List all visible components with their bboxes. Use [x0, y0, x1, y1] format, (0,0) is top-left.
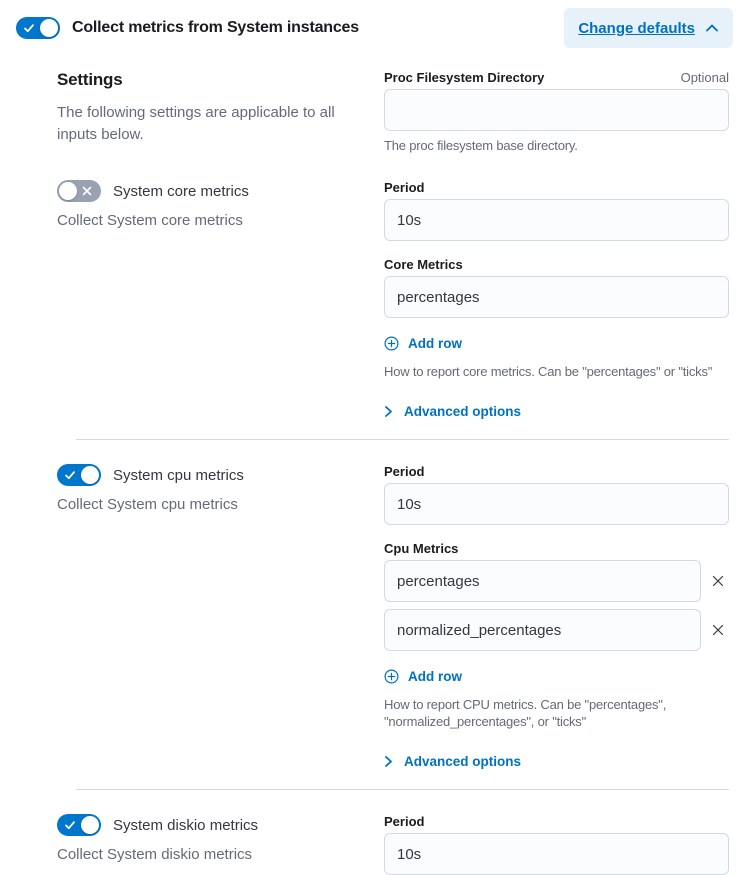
- diskio-metrics-section: [57, 814, 729, 875]
- chevron-right-icon: [384, 755, 393, 768]
- core-metrics-description: Collect System core metrics: [57, 212, 243, 229]
- check-icon: [64, 819, 76, 831]
- toggle-knob: [40, 19, 58, 37]
- cpu-metrics-toggle[interactable]: [57, 464, 101, 486]
- cpu-metrics-row-input[interactable]: [384, 560, 701, 602]
- diskio-metrics-toggle[interactable]: [57, 814, 101, 836]
- core-metrics-help: How to report core metrics. Can be "percentages" or "ticks": [384, 364, 713, 379]
- remove-row-button[interactable]: [707, 619, 729, 641]
- diskio-period-field-group: [384, 814, 729, 875]
- remove-row-button[interactable]: [707, 570, 729, 592]
- cpu-metrics-description: Collect System cpu metrics: [57, 496, 238, 513]
- plus-circle-icon: [384, 669, 399, 684]
- cpu-metrics-field-group: [384, 541, 729, 730]
- cpu-metrics-help: How to report CPU metrics. Can be "percentages", "normalized_percentages", or "ticks": [384, 697, 667, 729]
- settings-description: The following settings are applicable to all inputs below.: [57, 104, 335, 143]
- core-period-field-group: [384, 180, 729, 241]
- proc-filesystem-field-group: [384, 70, 729, 154]
- cpu-advanced-options-button[interactable]: [384, 754, 521, 769]
- cpu-add-row-button[interactable]: [384, 669, 462, 684]
- period-label: Period: [384, 464, 425, 479]
- core-metrics-title: System core metrics: [113, 182, 249, 200]
- check-icon: [64, 469, 76, 481]
- add-row-label: Add row: [408, 669, 462, 684]
- section-divider: [76, 789, 729, 790]
- close-icon: [711, 623, 725, 637]
- proc-filesystem-label: Proc Filesystem Directory: [384, 70, 545, 85]
- optional-badge: Optional: [680, 70, 729, 85]
- x-icon: [81, 185, 93, 197]
- diskio-metrics-description: Collect System diskio metrics: [57, 846, 253, 863]
- section-divider: [76, 439, 729, 440]
- change-defaults-label: Change defaults: [578, 19, 695, 37]
- toggle-knob: [59, 182, 77, 200]
- chevron-right-icon: [384, 405, 393, 418]
- general-settings-section: [57, 70, 729, 154]
- check-icon: [23, 22, 35, 34]
- core-advanced-options-button[interactable]: [384, 404, 521, 419]
- cpu-metrics-section: [57, 464, 729, 769]
- cpu-metrics-title: System cpu metrics: [113, 466, 244, 484]
- plus-circle-icon: [384, 336, 399, 351]
- proc-filesystem-input[interactable]: [384, 89, 729, 131]
- core-period-input[interactable]: [384, 199, 729, 241]
- cpu-metrics-row-input[interactable]: [384, 609, 701, 651]
- change-defaults-button[interactable]: [564, 8, 733, 48]
- integration-header: [0, 0, 749, 56]
- diskio-period-input[interactable]: [384, 833, 729, 875]
- period-label: Period: [384, 814, 425, 829]
- add-row-label: Add row: [408, 336, 462, 351]
- diskio-metrics-title: System diskio metrics: [113, 816, 259, 834]
- cpu-period-input[interactable]: [384, 483, 729, 525]
- toggle-knob: [81, 816, 99, 834]
- cpu-metrics-label: Cpu Metrics: [384, 541, 459, 556]
- period-label: Period: [384, 180, 425, 195]
- settings-heading: Settings: [57, 70, 123, 89]
- toggle-knob: [81, 466, 99, 484]
- core-metrics-label: Core Metrics: [384, 257, 463, 272]
- core-metrics-row-input[interactable]: [384, 276, 729, 318]
- page-title: Collect metrics from System instances: [72, 19, 359, 36]
- core-metrics-toggle[interactable]: [57, 180, 101, 202]
- collect-metrics-toggle[interactable]: [16, 17, 60, 39]
- advanced-options-label: Advanced options: [404, 754, 522, 769]
- chevron-up-icon: [705, 23, 719, 33]
- core-metrics-section: [57, 180, 729, 419]
- core-metrics-field-group: [384, 257, 729, 380]
- close-icon: [711, 574, 725, 588]
- cpu-period-field-group: [384, 464, 729, 525]
- core-add-row-button[interactable]: [384, 336, 462, 351]
- advanced-options-label: Advanced options: [404, 404, 522, 419]
- proc-filesystem-help: The proc filesystem base directory.: [384, 138, 578, 153]
